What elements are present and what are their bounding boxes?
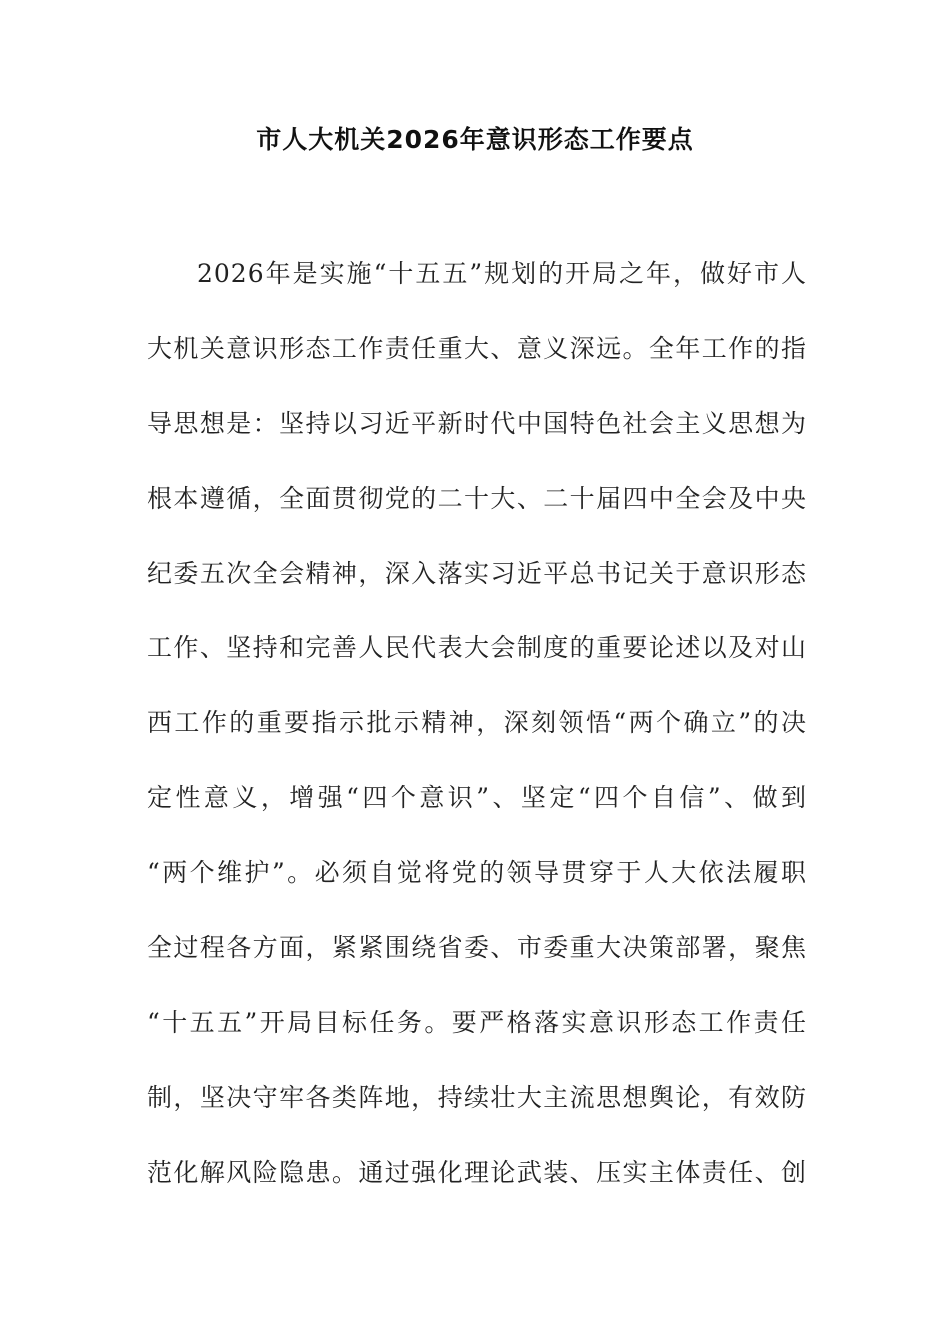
paragraph-line: 大机关意识形态工作责任重大、意义深远。全年工作的指 <box>147 333 807 363</box>
paragraph-line: 范化解风险隐患。通过强化理论武装、压实主体责任、创 <box>147 1157 807 1187</box>
paragraph-line: 根本遵循，全面贯彻党的二十大、二十届四中全会及中央 <box>147 483 807 513</box>
document-body <box>147 256 807 1230</box>
paragraph-line: 工作、坚持和完善人民代表大会制度的重要论述以及对山 <box>147 633 807 663</box>
paragraph-line: 全过程各方面，紧紧围绕省委、市委重大决策部署，聚焦 <box>147 933 807 963</box>
paragraph-line: 2026年是实施“十五五”规划的开局之年，做好市人 <box>197 259 807 288</box>
paragraph-line: 定性意义，增强“四个意识”、坚定“四个自信”、做到 <box>147 783 807 813</box>
paragraph-line: 西工作的重要指示批示精神，深刻领悟“两个确立”的决 <box>147 708 807 738</box>
paragraph-line: 导思想是：坚持以习近平新时代中国特色社会主义思想为 <box>147 408 807 438</box>
document-title: 市人大机关2026年意识形态工作要点 <box>256 125 694 154</box>
paragraph-line: 制，坚决守牢各类阵地，持续壮大主流思想舆论，有效防 <box>147 1082 807 1112</box>
paragraph-line: “两个维护”。必须自觉将党的领导贯穿于人大依法履职 <box>147 858 807 888</box>
paragraph-line: 纪委五次全会精神，深入落实习近平总书记关于意识形态 <box>147 558 807 588</box>
paragraph-line: “十五五”开局目标任务。要严格落实意识形态工作责任 <box>147 1007 807 1037</box>
paragraph <box>147 256 807 1230</box>
